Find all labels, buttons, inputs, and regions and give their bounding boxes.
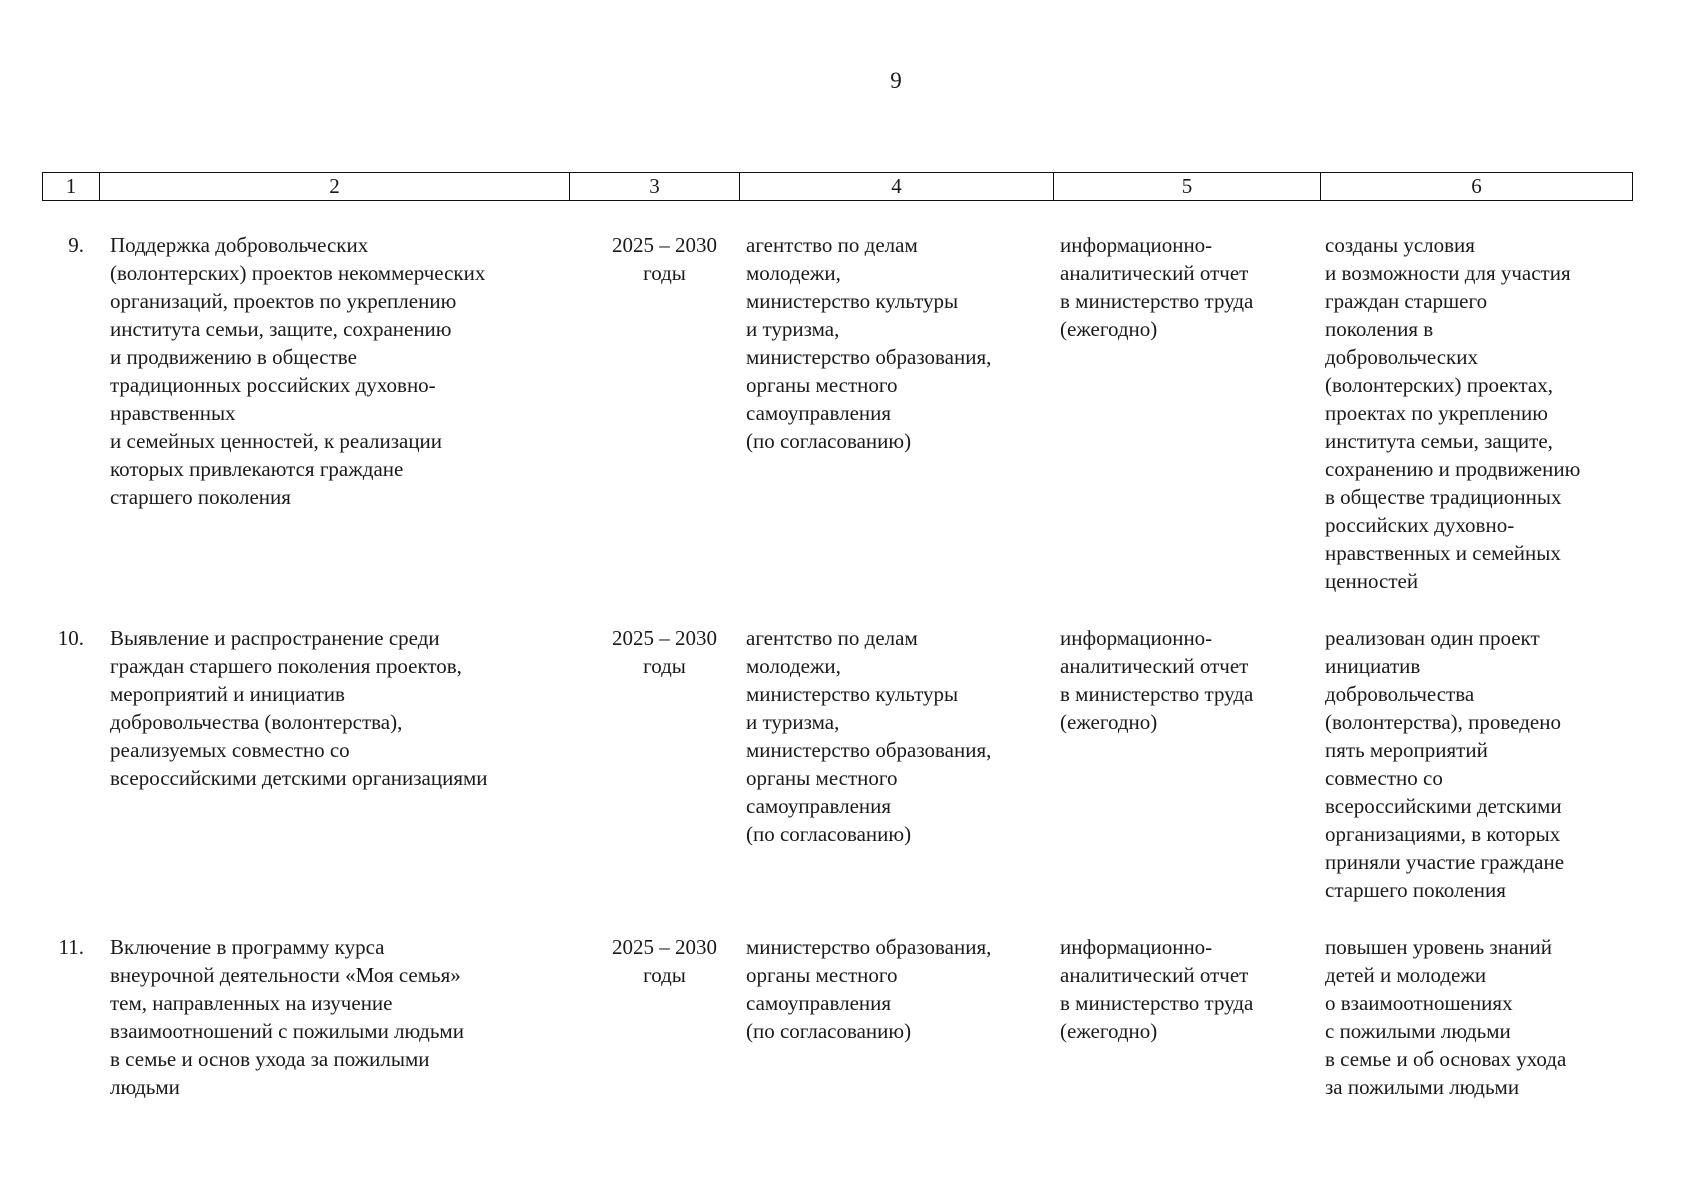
activity-report: информационно- аналитический отчет в министерство труда (ежегодно) [1060,935,1254,1043]
activity-period: 2025 – 2030 годы [612,935,717,987]
row-number: 10. [57,626,84,650]
activity-name: Выявление и распространение среди граждан старшего поколения проектов, мероприятий и инициатив добровольчества (волонтерства), реализуемых совместно со всероссийскими детскими организациями [110,626,488,790]
activity-result: повышен уровень знаний детей и молодежи о взаимоотношениях с пожилыми людьми в семье и об основах ухода за пожилыми людьми [1325,935,1567,1099]
activity-executors: министерство образования, органы местного самоуправления (по согласованию) [746,935,992,1043]
activity-period: 2025 – 2030 годы [612,626,717,678]
activity-report: информационно- аналитический отчет в министерство труда (ежегодно) [1060,626,1254,734]
header-col-4: 4 [740,173,1054,201]
header-col-1: 1 [43,173,100,201]
activity-executors: агентство по делам молодежи, министерство культуры и туризма, министерство образования, органы местного самоуправления (по согласованию) [746,626,992,846]
header-col-2: 2 [100,173,570,201]
row-number: 11. [58,935,84,959]
header-col-5: 5 [1054,173,1321,201]
activity-name: Поддержка добровольческих (волонтерских) проектов некоммерческих организаций, проектов по укреплению института семьи, защите, сохранению и продвижению в обществе традиционных российских духовно- нравственных и семейных ценностей, к реализации которых привлекаются граждане старшего поколения [110,233,486,509]
column-number-header [42,172,1633,201]
activity-name: Включение в программу курса внеурочной деятельности «Моя семья» тем, направленных на изучение взаимоотношений с пожилыми людьми в семье и основ ухода за пожилыми людьми [110,935,464,1099]
activity-report: информационно- аналитический отчет в министерство труда (ежегодно) [1060,233,1254,341]
header-row [43,173,1633,201]
activity-period: 2025 – 2030 годы [612,233,717,285]
page-number: 9 [890,68,902,93]
header-col-6: 6 [1321,173,1633,201]
activity-executors: агентство по делам молодежи, министерство культуры и туризма, министерство образования, органы местного самоуправления (по согласованию) [746,233,992,453]
activity-result: созданы условия и возможности для участия граждан старшего поколения в добровольческих (волонтерских) проектах, проектах по укреплению института семьи, защите, сохранению и продвижению в обществе традиционных российских духовно- нравственных и семейных ценностей [1325,233,1581,593]
activity-result: реализован один проект инициатив добровольчества (волонтерства), проведено пять мероприятий совместно со всероссийскими детскими организациями, в которых приняли участие граждане старшего поколения [1325,626,1565,902]
row-number: 9. [68,233,84,257]
header-col-3: 3 [570,173,740,201]
